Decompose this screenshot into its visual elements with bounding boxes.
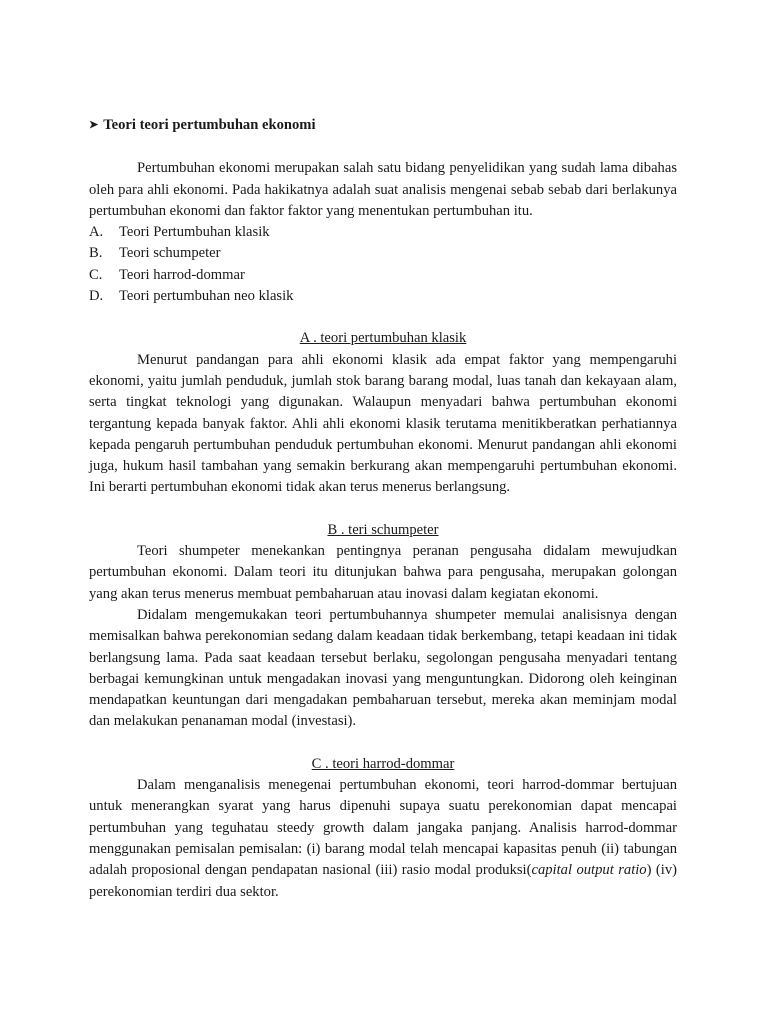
list-marker: C. [89,266,103,283]
section-b-paragraph-1: Teori shumpeter menekankan pentingnya peranan pengusaha didalam mewujudkan pertumbuhan ekonomi. Dalam teori itu ditunjukan bahwa para pengusaha, merupakan golongan yang akan terus menerus membuat pembaharuan atau inovasi dalam kegiatan ekonomi. [89,543,677,602]
main-heading-text: Teori teori pertumbuhan ekonomi [103,117,316,133]
theory-list [89,222,677,307]
section-a-title: A . teori pertumbuhan klasik [299,330,467,347]
section-a-paragraph: Menurut pandangan para ahli ekonomi klasik ada empat faktor yang mempengaruhi ekonomi, yaitu jumlah penduduk, jumlah stok barang barang modal, luas tanah dan kekayaan alam, serta tingkat teknologi yang digunakan. Walaupun menyadari bahwa pertumbuhan ekonomi tergantung kepada banyak faktor. Ahli ahli ekonomi klasik terutama menitikberatkan perhatiannya kepada pengaruh pertumbuhan penduduk pertumbuhan ekonomi. Menurut pandangan ahli ekonomi juga, hukum hasil tambahan yang semakin berkurang akan mempengaruhi pertumbuhan ekonomi. Ini berarti pertumbuhan ekonomi tidak akan terus menerus berlangsung. [89,351,677,496]
section-c-paragraph [89,775,677,903]
main-heading [89,115,677,137]
list-item-text: Teori Pertumbuhan klasik [119,224,270,241]
list-item [89,286,677,307]
list-item-text: Teori schumpeter [119,245,221,262]
section-c-text-before: Dalam menganalisis menegenai pertumbuhan ekonomi, teori harrod-dommar bertujuan untuk menerangkan syarat yang harus dipenuhi supaya suatu perekonomian dapat mencapai pertumbuhan yang teguhatau steedy growth dalam jangaka panjang. Analisis harrod-dommar menggunakan pemisalan pemisalan: (i) barang modal telah mencapai kapasitas penuh (ii) tabungan adalah proposional dengan pendapatan nasional (iii) rasio modal produksi( [89,777,677,879]
list-item-text: Teori harrod-dommar [119,266,245,283]
list-item [89,265,677,286]
list-marker: D. [89,288,104,305]
list-marker: A. [89,224,104,241]
section-c-title: C . teori harrod-dommar [311,755,455,772]
section-b-paragraph-2: Didalam mengemukakan teori pertumbuhannya shumpeter memulai analisisnya dengan memisalkan bahwa perekonomian sedang dalam keadaan tidak berkembang, tetapi keadaan ini tidak berlangsung lama. Pada saat keadaan tersebut berlaku, segolongan pengusaha menyadari tentang berbagai kemungkinan untuk mengadakan inovasi yang menguntungkan. Didorong oleh keinginan mendapatkan keuntungan dari mengadakan pembaharuan tersebut, mereka akan meminjam modal dan melakukan penanaman modal (investasi). [89,606,677,730]
section-b-title: B . teri schumpeter [327,521,439,538]
list-item [89,222,677,243]
document-content [89,115,677,903]
list-marker: B. [89,245,103,262]
intro-paragraph: Pertumbuhan ekonomi merupakan salah satu bidang penyelidikan yang sudah lama dibahas oleh para ahli ekonomi. Pada hakikatnya adalah suat analisis mengenai sebab sebab dari berlakunya pertumbuhan ekonomi dan faktor faktor yang menentukan pertumbuhan itu. [89,160,677,219]
list-item [89,243,677,264]
section-c-text-after: ) (iv) perekonomian terdiri dua sektor. [89,862,677,900]
arrow-bullet-icon: ➤ [89,119,99,131]
section-c-italic-term: capital output ratio [531,862,647,879]
list-item-text: Teori pertumbuhan neo klasik [119,288,294,305]
